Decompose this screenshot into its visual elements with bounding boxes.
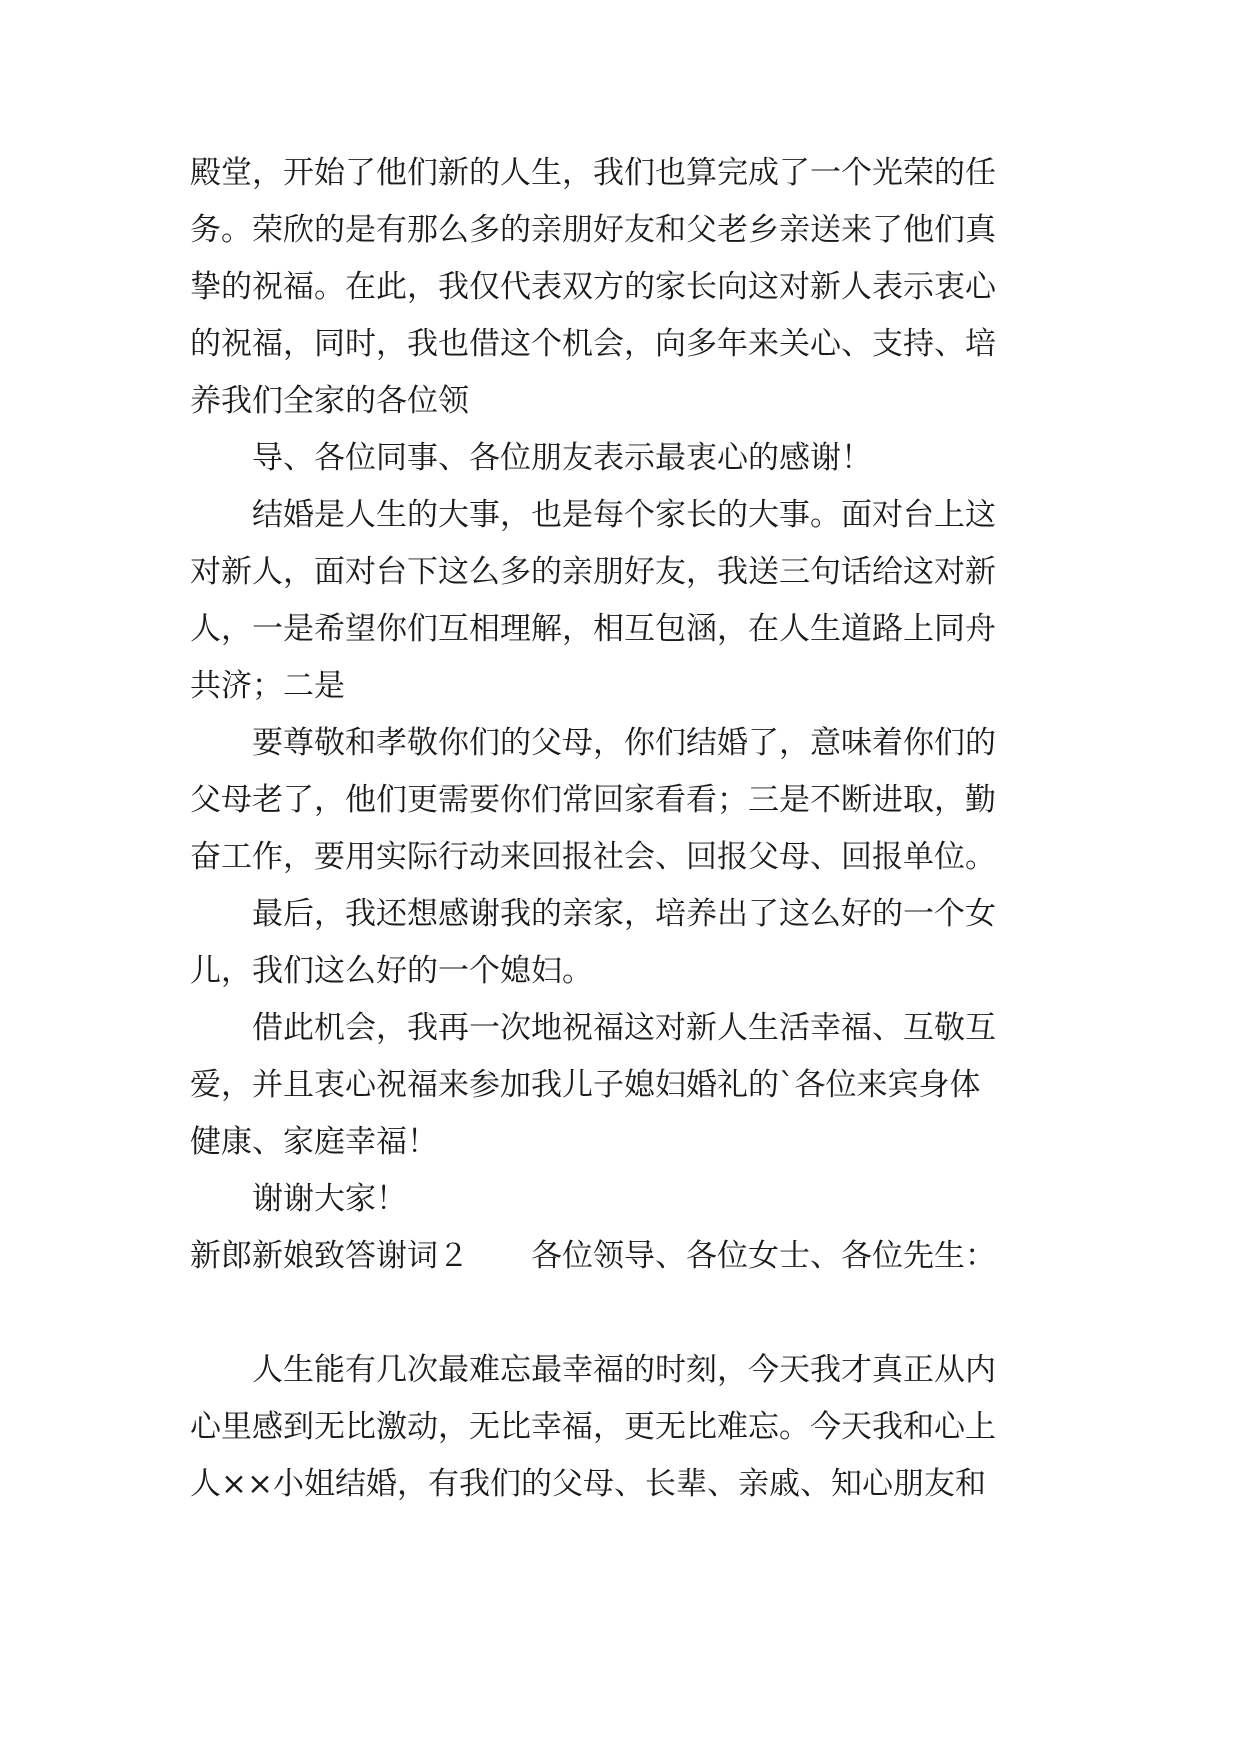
- paragraph-line: 务。荣欣的是有那么多的亲朋好友和父老乡亲送来了他们真: [190, 212, 996, 248]
- paragraph-line: 父母老了，他们更需要你们常回家看看；三是不断进取，勤: [190, 782, 996, 818]
- paragraph-line: 心里感到无比激动，无比幸福，更无比难忘。今天我和心上: [190, 1409, 996, 1445]
- heading-title: 新郎新娘致答谢词２: [190, 1238, 469, 1274]
- salutation: 各位领导、各位女士、各位先生：: [531, 1238, 996, 1274]
- paragraph-line: 导、各位同事、各位朋友表示最衷心的感谢！: [252, 440, 872, 476]
- paragraph-line: 人生能有几次最难忘最幸福的时刻，今天我才真正从内: [252, 1352, 996, 1388]
- paragraph-line: 挚的祝福。在此，我仅代表双方的家长向这对新人表示衷心: [190, 269, 996, 305]
- paragraph-line: 儿，我们这么好的一个媳妇。: [190, 953, 593, 989]
- section-heading: [190, 1236, 996, 1276]
- paragraph-line: 共济；二是: [190, 668, 345, 704]
- paragraph-line: 最后，我还想感谢我的亲家，培养出了这么好的一个女: [252, 896, 996, 932]
- paragraph-line: 奋工作，要用实际行动来回报社会、回报父母、回报单位。: [190, 839, 996, 875]
- paragraph-line: 借此机会，我再一次地祝福这对新人生活幸福、互敬互: [252, 1010, 996, 1046]
- paragraph-line: 的祝福，同时，我也借这个机会，向多年来关心、支持、培: [190, 326, 996, 362]
- paragraph-line: 人××小姐结婚，有我们的父母、长辈、亲戚、知心朋友和: [190, 1466, 986, 1502]
- paragraph-line: 要尊敬和孝敬你们的父母，你们结婚了，意味着你们的: [252, 725, 996, 761]
- paragraph-line: 人，一是希望你们互相理解，相互包涵，在人生道路上同舟: [190, 611, 996, 647]
- paragraph-line: 对新人，面对台下这么多的亲朋好友，我送三句话给这对新: [190, 554, 996, 590]
- paragraph-line: 结婚是人生的大事，也是每个家长的大事。面对台上这: [252, 497, 996, 533]
- paragraph-line: 爱，并且衷心祝福来参加我儿子媳妇婚礼的`各位来宾身体: [190, 1067, 981, 1103]
- paragraph-line: 殿堂，开始了他们新的人生，我们也算完成了一个光荣的任: [190, 155, 996, 191]
- paragraph-line: 谢谢大家！: [252, 1181, 407, 1217]
- paragraph-line: 养我们全家的各位领: [190, 383, 469, 419]
- paragraph-line: 健康、家庭幸福！: [190, 1124, 438, 1160]
